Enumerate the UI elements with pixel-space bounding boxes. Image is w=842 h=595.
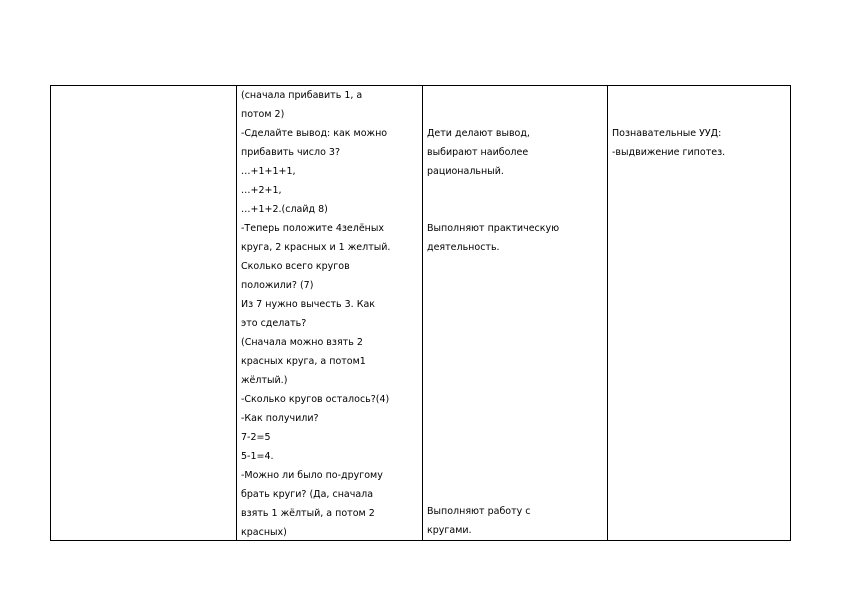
teacher-line: потом 2) [241,109,285,120]
teacher-line: Из 7 нужно вычесть 3. Как [241,299,375,310]
student-line: выбирают наиболее [427,147,529,158]
student-line: Выполняют практическую [427,223,560,234]
teacher-line: 5-1=4. [241,451,274,462]
teacher-activity-cell [237,86,423,541]
teacher-line: прибавить число 3? [241,147,341,158]
uud-line: Познавательные УУД: [612,128,722,139]
teacher-line: брать круги? (Да, сначала [241,489,374,500]
teacher-line: 7-2=5 [241,432,271,443]
teacher-line: …+1+2.(слайд 8) [241,204,328,215]
teacher-line: это сделать? [241,318,307,329]
lesson-table [50,85,791,541]
teacher-line: (сначала прибавить 1, а [241,90,363,101]
teacher-line: (Сначала можно взять 2 [241,337,363,348]
student-line: рациональный. [427,166,504,177]
teacher-line: взять 1 жёлтый, а потом 2 [241,508,375,519]
student-line: деятельность. [427,242,500,253]
uud-cell [608,86,791,541]
teacher-line: -Как получили? [241,413,319,424]
teacher-line: -Теперь положите 4зелёных [241,223,385,234]
teacher-line: красных круга, а потом1 [241,356,366,367]
teacher-line: -Сделайте вывод: как можно [241,128,388,139]
stage-cell [51,86,237,541]
student-line: кругами. [427,525,472,536]
teacher-line: -Можно ли было по-другому [241,470,383,481]
teacher-line: круга, 2 красных и 1 желтый. [241,242,391,253]
teacher-line: красных) [241,527,287,538]
uud-line: -выдвижение гипотез. [612,147,726,158]
teacher-line: -Сколько кругов осталось?(4) [241,394,390,405]
teacher-line: Сколько всего кругов [241,261,350,272]
table-row [51,86,791,541]
teacher-line: …+2+1, [241,185,282,196]
student-bottom-block [427,502,531,540]
teacher-line: положили? (7) [241,280,314,291]
student-line: Выполняют работу с [427,506,531,517]
student-line: Дети делают вывод, [427,128,530,139]
teacher-line: …+1+1+1, [241,166,296,177]
teacher-line: жёлтый.) [241,375,288,386]
student-activity-cell [423,86,608,541]
